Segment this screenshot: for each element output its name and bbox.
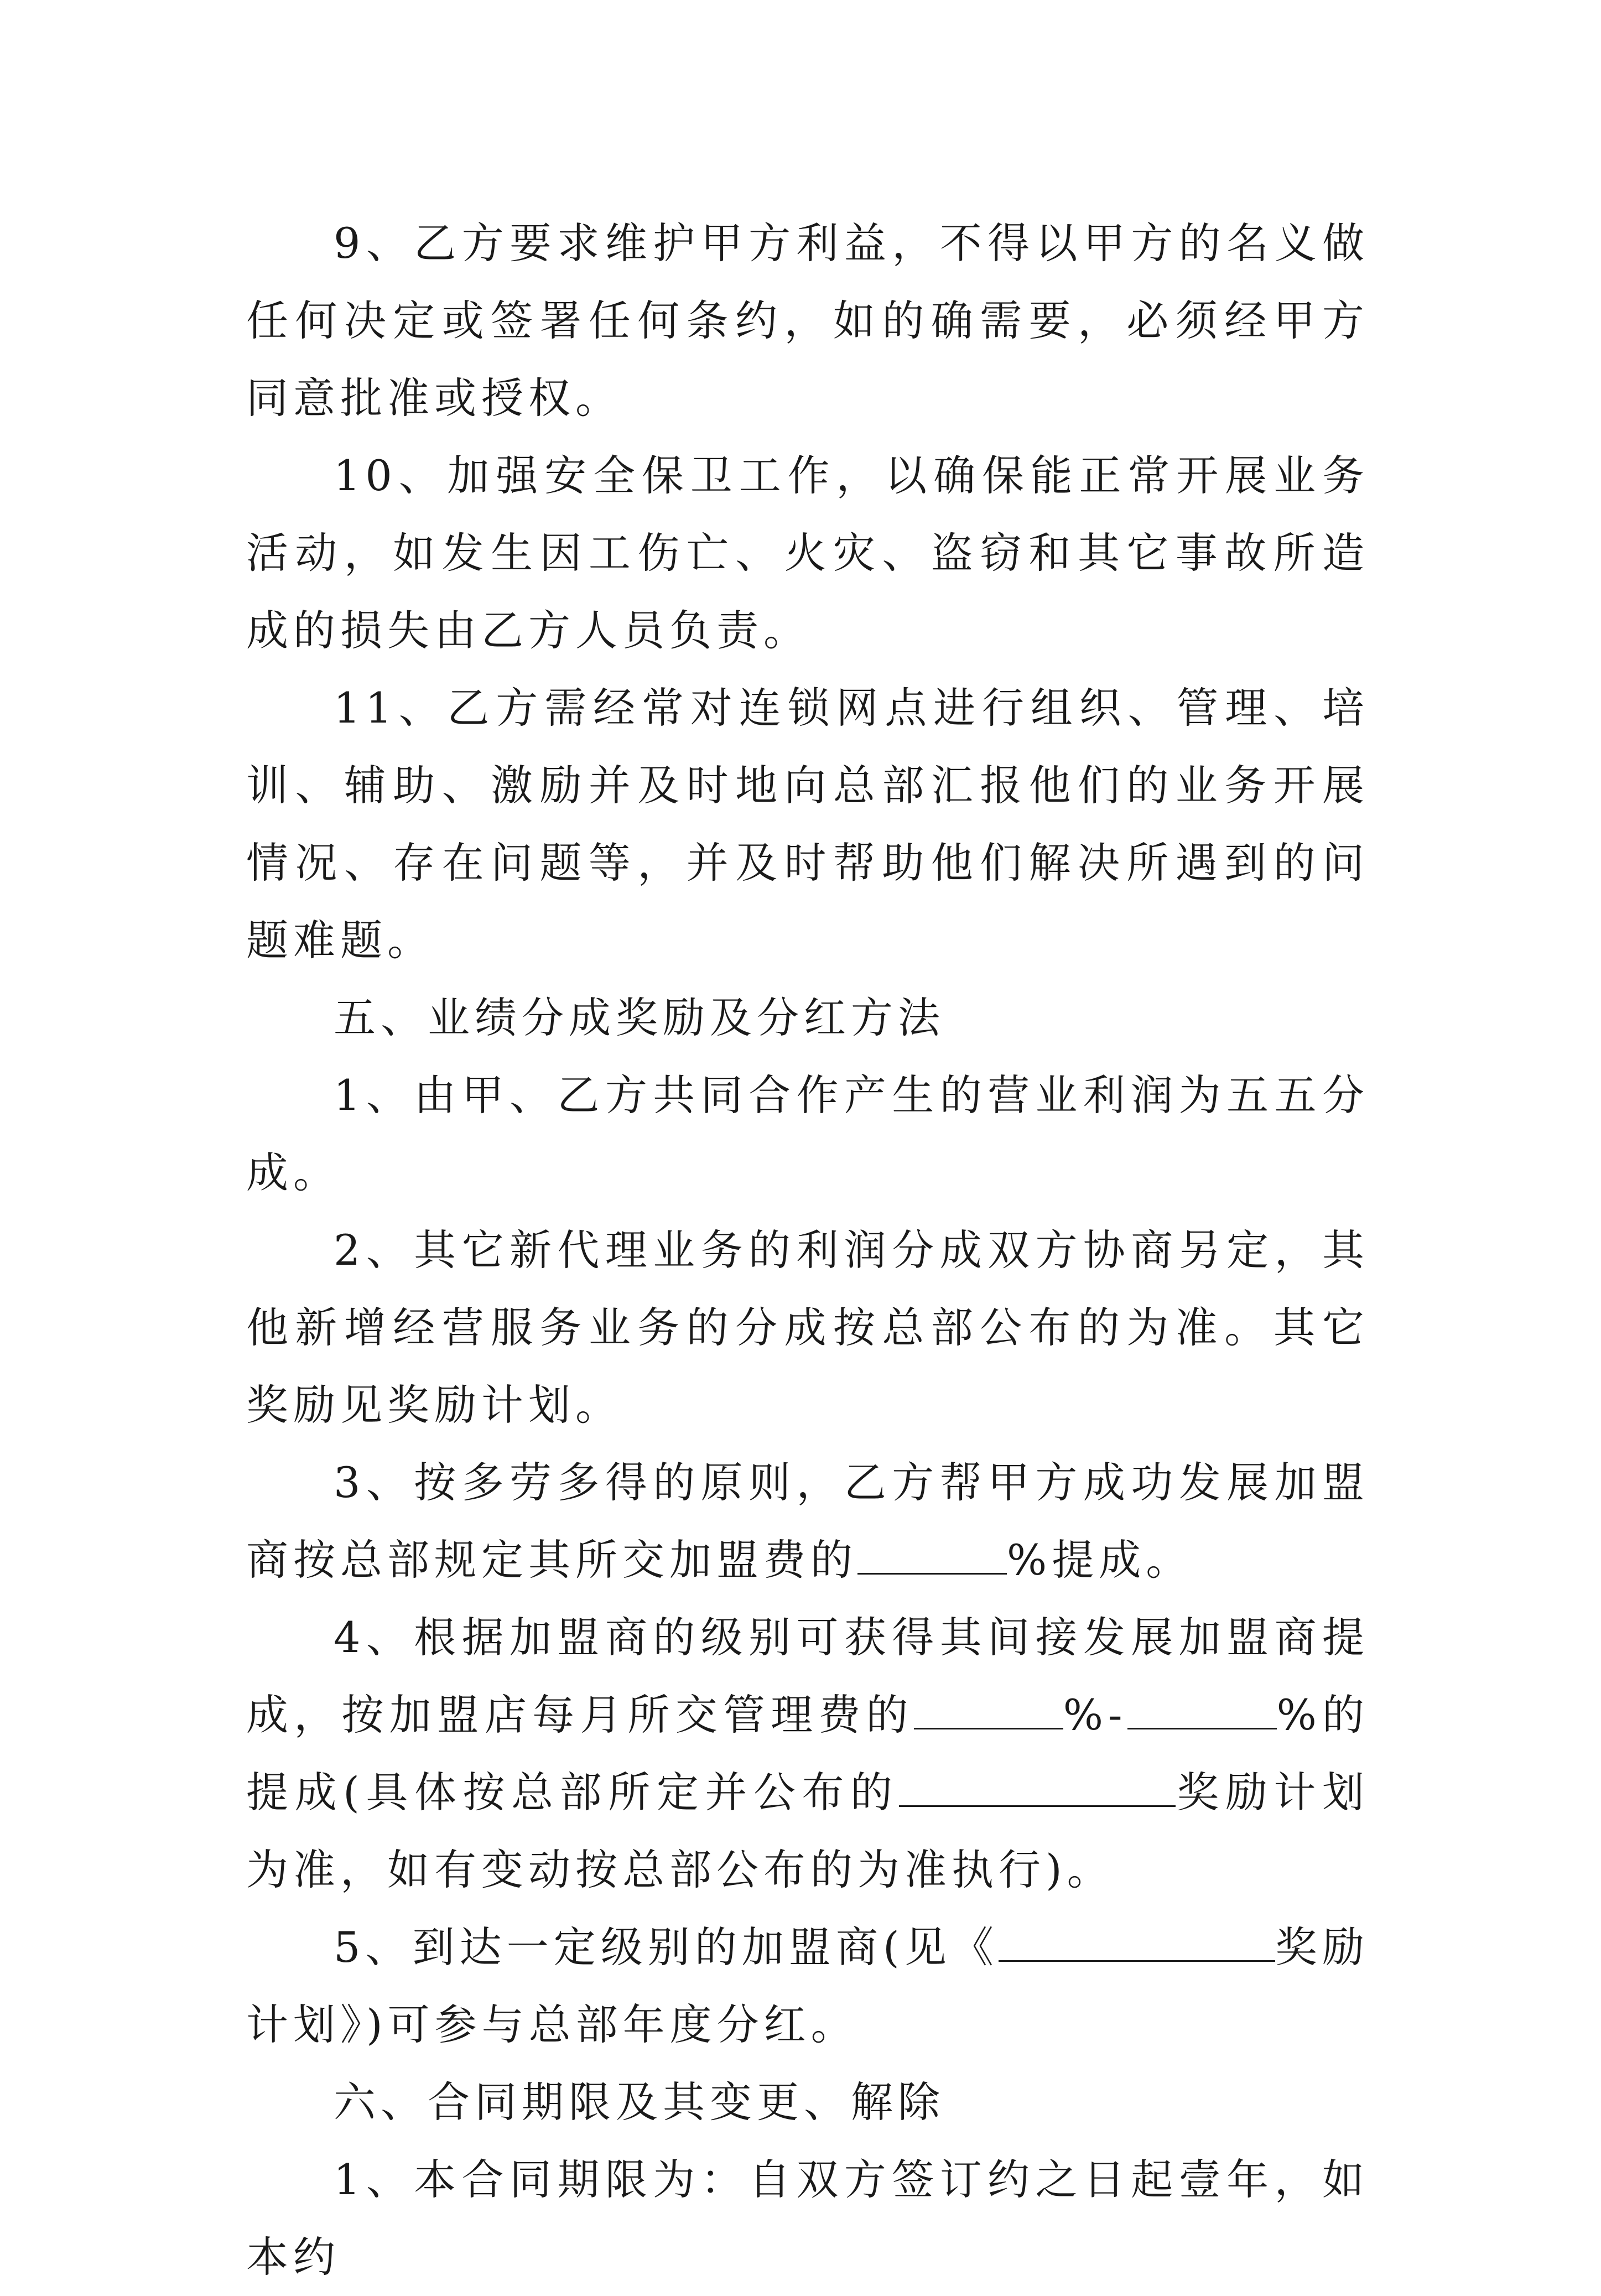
fee-rate-max-blank: [1127, 1694, 1277, 1729]
clause-11: 11、乙方需经常对连锁网点进行组织、管理、培训、辅助、激励并及时地向总部汇报他们的业务开展情况、存在问题等，并及时帮助他们解决所遇到的问题难题。: [246, 683, 1369, 965]
section5-item-5: [246, 1909, 1369, 2064]
section5-item-3: [246, 1444, 1369, 1599]
clause-9: 9、乙方要求维护甲方利益，不得以甲方的名义做任何决定或签署任何条约，如的确需要，必须经甲方同意批准或授权。: [246, 219, 1369, 423]
section-heading-5: 五、业绩分成奖励及分红方法: [334, 993, 945, 1042]
document-body: [246, 205, 1369, 2296]
commission-rate-blank: [857, 1539, 1007, 1575]
section6-item-1: 1、本合同期限为：自双方签订约之日起壹年，如本约: [246, 2155, 1369, 2282]
item-3-text-b: %提成。: [1007, 1535, 1193, 1585]
section5-item-1: 1、由甲、乙方共同合作产生的营业利润为五五分成。: [246, 1071, 1369, 1197]
section-heading-6: 六、合同期限及其变更、解除: [334, 2077, 945, 2127]
section5-item-4: [246, 1599, 1369, 1909]
item-3-text-a: 3、按多劳多得的原则，乙方帮甲方成功发展加盟商按总部规定其所交加盟费的: [246, 1458, 1369, 1585]
item-5-text-b: 奖励计划》)可参与总部年度分红。: [246, 1923, 1369, 2049]
item-4-text-b: %-: [1063, 1690, 1127, 1739]
item-4-text-a: 4、根据加盟商的级别可获得其间接发展加盟商提成，按加盟店每月所交管理费的: [246, 1613, 1369, 1739]
section5-item-2: 2、其它新代理业务的利润分成双方协商另定，其他新增经营服务业务的分成按总部公布的为准。其它奖励见奖励计划。: [246, 1225, 1369, 1430]
item-4-text-d: 奖励计划为准，如有变动按总部公布的为准执行)。: [246, 1768, 1370, 1894]
reward-plan-title-blank: [999, 1926, 1275, 1962]
fee-rate-min-blank: [914, 1694, 1063, 1729]
clause-10: 10、加强安全保卫工作，以确保能正常开展业务活动，如发生因工伤亡、火灾、盗窃和其它事故所造成的损失由乙方人员负责。: [246, 451, 1369, 655]
reward-plan-name-blank: [899, 1771, 1176, 1807]
item-5-text-a: 5、到达一定级别的加盟商(见《: [334, 1923, 999, 1972]
item-4-text-c: %的提成(具体按总部所定并公布的: [246, 1690, 1370, 1817]
